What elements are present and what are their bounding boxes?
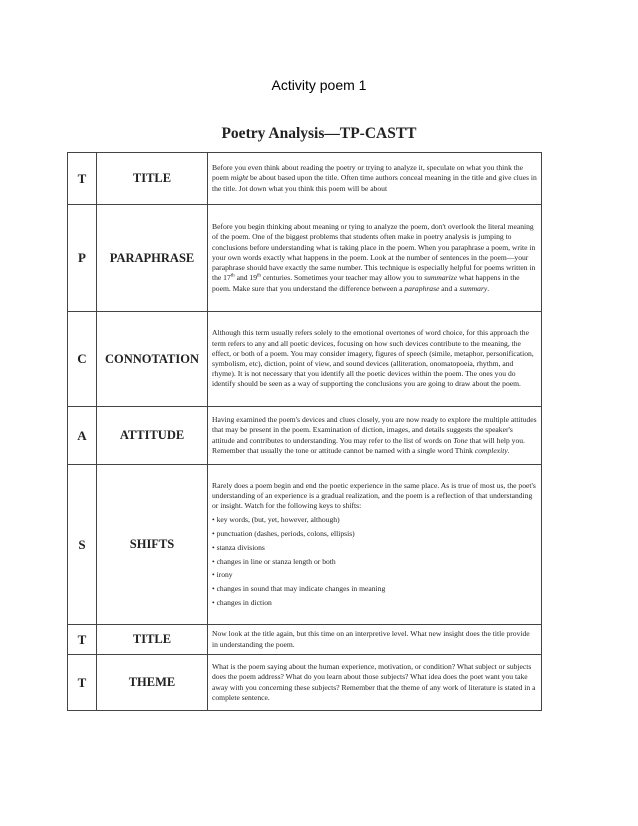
table-row-shifts xyxy=(68,465,542,625)
list-item: • stanza divisions xyxy=(212,543,537,553)
row-term: SHIFTS xyxy=(97,465,208,625)
table-row-theme xyxy=(68,655,542,711)
row-term: ATTITUDE xyxy=(97,407,208,465)
row-letter: T xyxy=(68,625,97,655)
row-letter: P xyxy=(68,205,97,312)
list-item: • irony xyxy=(212,570,537,580)
row-letter: T xyxy=(68,655,97,711)
page-heading: Activity poem 1 xyxy=(271,77,367,93)
row-term: CONNOTATION xyxy=(97,312,208,407)
table-row-attitude xyxy=(68,407,542,465)
list-item: • changes in diction xyxy=(212,598,537,608)
row-description: Now look at the title again, but this time on an interpretive level. What new insight does the title provide in understanding the poem. xyxy=(208,625,542,655)
table-row-paraphrase xyxy=(68,205,542,312)
row-letter: S xyxy=(68,465,97,625)
row-term: TITLE xyxy=(97,153,208,205)
row-description: Having examined the poem's devices and clues closely, you are now ready to explore the multiple attitudes that may be present in the poem. Examination of diction, images, and details suggests the speaker's attitude and contributes to understanding. You may refer to the list of words on Tone that will help you. Remember that usually the tone or attitude cannot be named with a single word Think complexity. xyxy=(208,407,542,465)
table-row-connotation xyxy=(68,312,542,407)
table-row-title xyxy=(68,153,542,205)
list-item: • changes in sound that may indicate changes in meaning xyxy=(212,584,537,594)
list-item: • changes in line or stanza length or both xyxy=(212,557,537,567)
row-letter: A xyxy=(68,407,97,465)
document-title: Poetry Analysis—TP-CASTT xyxy=(221,125,417,142)
row-term: TITLE xyxy=(97,625,208,655)
row-term: THEME xyxy=(97,655,208,711)
row-description: Before you even think about reading the poetry or trying to analyze it, speculate on what you think the poem might be about based upon the title. Often time authors conceal meaning in the title and give clues in the title. Jot down what you think this poem will be about xyxy=(208,153,542,205)
row-term: PARAPHRASE xyxy=(97,205,208,312)
row-description: Rarely does a poem begin and end the poetic experience in the same place. As is true of most us, the poet's understanding of an experience is a gradual realization, and the poem is a reflection of that understanding or insight. Watch for the following keys to shifts: • key words, (but, yet, however, although) • punctuation (dashes, periods, colons, ellipsis) • stanza divisions • changes in line or stanza length or both • irony • changes in sound that may indicate changes in meaning • changes in diction xyxy=(208,465,542,625)
row-letter: T xyxy=(68,153,97,205)
table-row-title-revisit xyxy=(68,625,542,655)
row-letter: C xyxy=(68,312,97,407)
row-description: What is the poem saying about the human experience, motivation, or condition? What subject or subjects does the poem address? What do you learn about those subjects? What idea does the poet want you take away with you concerning these subjects? Remember that the theme of any work of literature is stated in a complete sentence. xyxy=(208,655,542,711)
tp-castt-table xyxy=(67,152,542,711)
row-description: Although this term usually refers solely to the emotional overtones of word choice, for this approach the term refers to any and all poetic devices, focusing on how such devices contribute to the meaning, the effect, or both of a poem. You may consider imagery, figures of speech (simile, metaphor, personification, symbolism, etc), diction, point of view, and sound devices (alliteration, onomatopoeia, rhythm, and rhyme). It is not necessary that you identify all the poetic devices within the poem. The ones you do identify should be seen as a way of supporting the conclusions you are going to draw about the poem. xyxy=(208,312,542,407)
list-item: • key words, (but, yet, however, although) xyxy=(212,515,537,525)
row-description: Before you begin thinking about meaning or tying to analyze the poem, don't overlook the literal meaning of the poem. One of the biggest problems that students often make in poetry analysis is jumping to conclusions before understanding what is taking place in the poem. When you paraphrase a poem, write in your own words exactly what happens in the poem. Look at the number of sentences in the poem—your paraphrase should have exactly the same number. This technique is especially helpful for poems written in the 17th and 19th centuries. Sometimes your teacher may allow you to summarize what happens in the poem. Make sure that you understand the difference between a paraphrase and a summary. xyxy=(208,205,542,312)
shift-keys-list xyxy=(212,515,537,608)
list-item: • punctuation (dashes, periods, colons, ellipsis) xyxy=(212,529,537,539)
